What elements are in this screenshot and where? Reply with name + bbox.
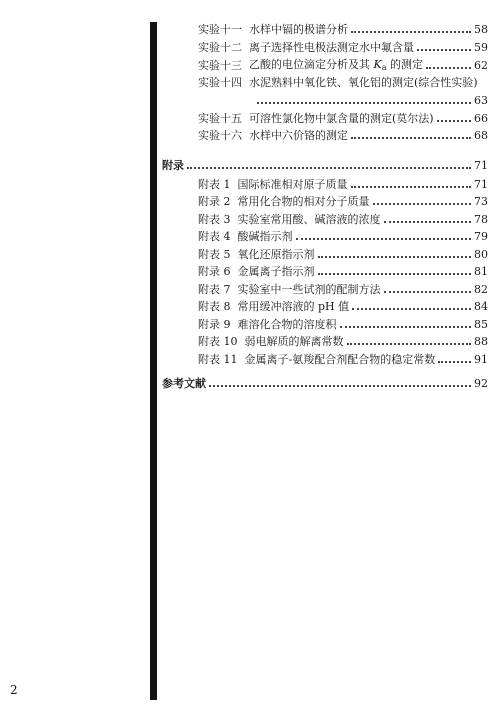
toc-entry-appendix[interactable] (162, 157, 488, 174)
dot-leader (384, 212, 472, 223)
entry-title: 水样中六价铬的测定 (249, 129, 348, 142)
toc-entry-table5[interactable] (198, 246, 488, 263)
entry-page: 79 (474, 230, 488, 243)
entry-page: 71 (474, 159, 488, 172)
dot-leader (373, 194, 472, 205)
entry-number: 附录 2 (198, 195, 231, 208)
dot-leader (209, 376, 471, 387)
entry-page: 85 (474, 318, 488, 331)
entry-title: 可溶性氯化物中氯含量的测定(莫尔法) (249, 112, 434, 125)
entry-title-subscript: a (381, 62, 387, 72)
toc-entry-table9[interactable] (198, 316, 488, 333)
entry-page: 73 (474, 195, 488, 208)
entry-number: 附表 11 (198, 353, 238, 366)
entry-number: 附表 3 (198, 213, 231, 226)
dot-leader (437, 111, 471, 122)
entry-page: 63 (474, 94, 488, 107)
entry-number: 实验十五 (198, 112, 242, 125)
entry-page: 62 (474, 59, 488, 72)
entry-title: 常用化合物的相对分子质量 (237, 195, 370, 208)
toc-entry-exp14[interactable] (198, 74, 488, 91)
entry-number: 附表 8 (198, 300, 231, 313)
dot-leader (257, 93, 471, 104)
dot-leader (417, 40, 471, 51)
dot-leader (438, 352, 471, 363)
toc-entry-exp11[interactable] (198, 21, 488, 38)
entry-title: 离子选择性电极法测定水中氟含量 (249, 41, 414, 54)
toc-entry-table7[interactable] (198, 281, 488, 298)
dot-leader (352, 299, 471, 310)
entry-number: 实验十二 (198, 41, 242, 54)
entry-page: 81 (474, 265, 488, 278)
binding-edge-bar (150, 22, 157, 700)
entry-title: 难溶化合物的溶度积 (237, 318, 337, 331)
entry-number: 附表 5 (198, 248, 231, 261)
dot-leader (426, 58, 471, 69)
entry-title: 常用缓冲溶液的 pH 值 (237, 300, 350, 313)
entry-page: 68 (474, 129, 488, 142)
toc-entry-table4[interactable] (198, 228, 488, 245)
entry-number: 附表 4 (198, 230, 231, 243)
dot-leader (340, 317, 472, 328)
toc-entry-table8[interactable] (198, 298, 488, 315)
dot-leader (187, 158, 471, 169)
dot-leader (351, 22, 471, 33)
entry-page: 82 (474, 283, 488, 296)
entry-title: 金属离子-氨羧配合剂配合物的稳定常数 (244, 353, 436, 366)
entry-number: 附录 9 (198, 318, 231, 331)
entry-page: 92 (474, 377, 488, 390)
page-number: 2 (10, 683, 18, 697)
references-heading: 参考文献 (162, 377, 206, 390)
entry-title: 实验室中一些试剂的配制方法 (237, 283, 381, 296)
entry-title-symbol: K (373, 57, 382, 71)
entry-page: 88 (474, 335, 488, 348)
entry-number: 实验十一 (198, 23, 242, 36)
dot-leader (347, 334, 472, 345)
toc-entry-exp14-continuation (257, 92, 488, 109)
dot-leader (318, 264, 472, 275)
dot-leader (318, 247, 472, 258)
entry-title: 酸碱指示剂 (237, 230, 293, 243)
entry-number: 实验十六 (198, 129, 242, 142)
dot-leader (351, 177, 472, 188)
entry-title: 金属离子指示剂 (237, 265, 315, 278)
entry-page: 91 (474, 353, 488, 366)
entry-page: 58 (474, 23, 488, 36)
entry-page: 59 (474, 41, 488, 54)
entry-title: 氧化还原指示剂 (237, 248, 315, 261)
toc-entry-exp13[interactable] (198, 57, 488, 74)
toc-entry-references[interactable] (162, 375, 488, 392)
entry-title: 弱电解质的解离常数 (244, 335, 344, 348)
dot-leader (351, 128, 471, 139)
dot-leader (384, 282, 472, 293)
toc-entry-table1[interactable] (198, 176, 488, 193)
entry-page: 84 (474, 300, 488, 313)
entry-number: 附录 6 (198, 265, 231, 278)
entry-title-part: 乙酸的电位滴定分析及其 (249, 57, 374, 71)
toc-entry-table10[interactable] (198, 333, 488, 350)
entry-page: 78 (474, 213, 488, 226)
entry-number: 实验十四 (198, 76, 242, 89)
toc-entry-table6[interactable] (198, 263, 488, 280)
entry-title (249, 56, 423, 76)
toc-entry-exp16[interactable] (198, 127, 488, 144)
entry-title: 水样中镉的极谱分析 (249, 23, 348, 36)
entry-title: 国际标准相对原子质量 (237, 178, 348, 191)
toc-entry-table11[interactable] (198, 351, 488, 368)
entry-page: 80 (474, 248, 488, 261)
toc-entry-table2[interactable] (198, 193, 488, 210)
entry-page: 71 (474, 178, 488, 191)
toc-entry-exp12[interactable] (198, 39, 488, 56)
entry-number: 附表 10 (198, 335, 238, 348)
toc-entry-table3[interactable] (198, 211, 488, 228)
appendix-heading: 附录 (162, 159, 184, 172)
entry-number: 实验十三 (198, 59, 242, 72)
entry-page: 66 (474, 112, 488, 125)
entry-title: 水泥熟料中氧化铁、氧化铝的测定(综合性实验) (249, 76, 478, 89)
entry-title-part: 的测定 (386, 57, 423, 71)
toc-entry-exp15[interactable] (198, 110, 488, 127)
entry-title: 实验室常用酸、碱溶液的浓度 (237, 213, 381, 226)
entry-number: 附表 7 (198, 283, 231, 296)
dot-leader (296, 229, 472, 240)
entry-number: 附表 1 (198, 178, 231, 191)
